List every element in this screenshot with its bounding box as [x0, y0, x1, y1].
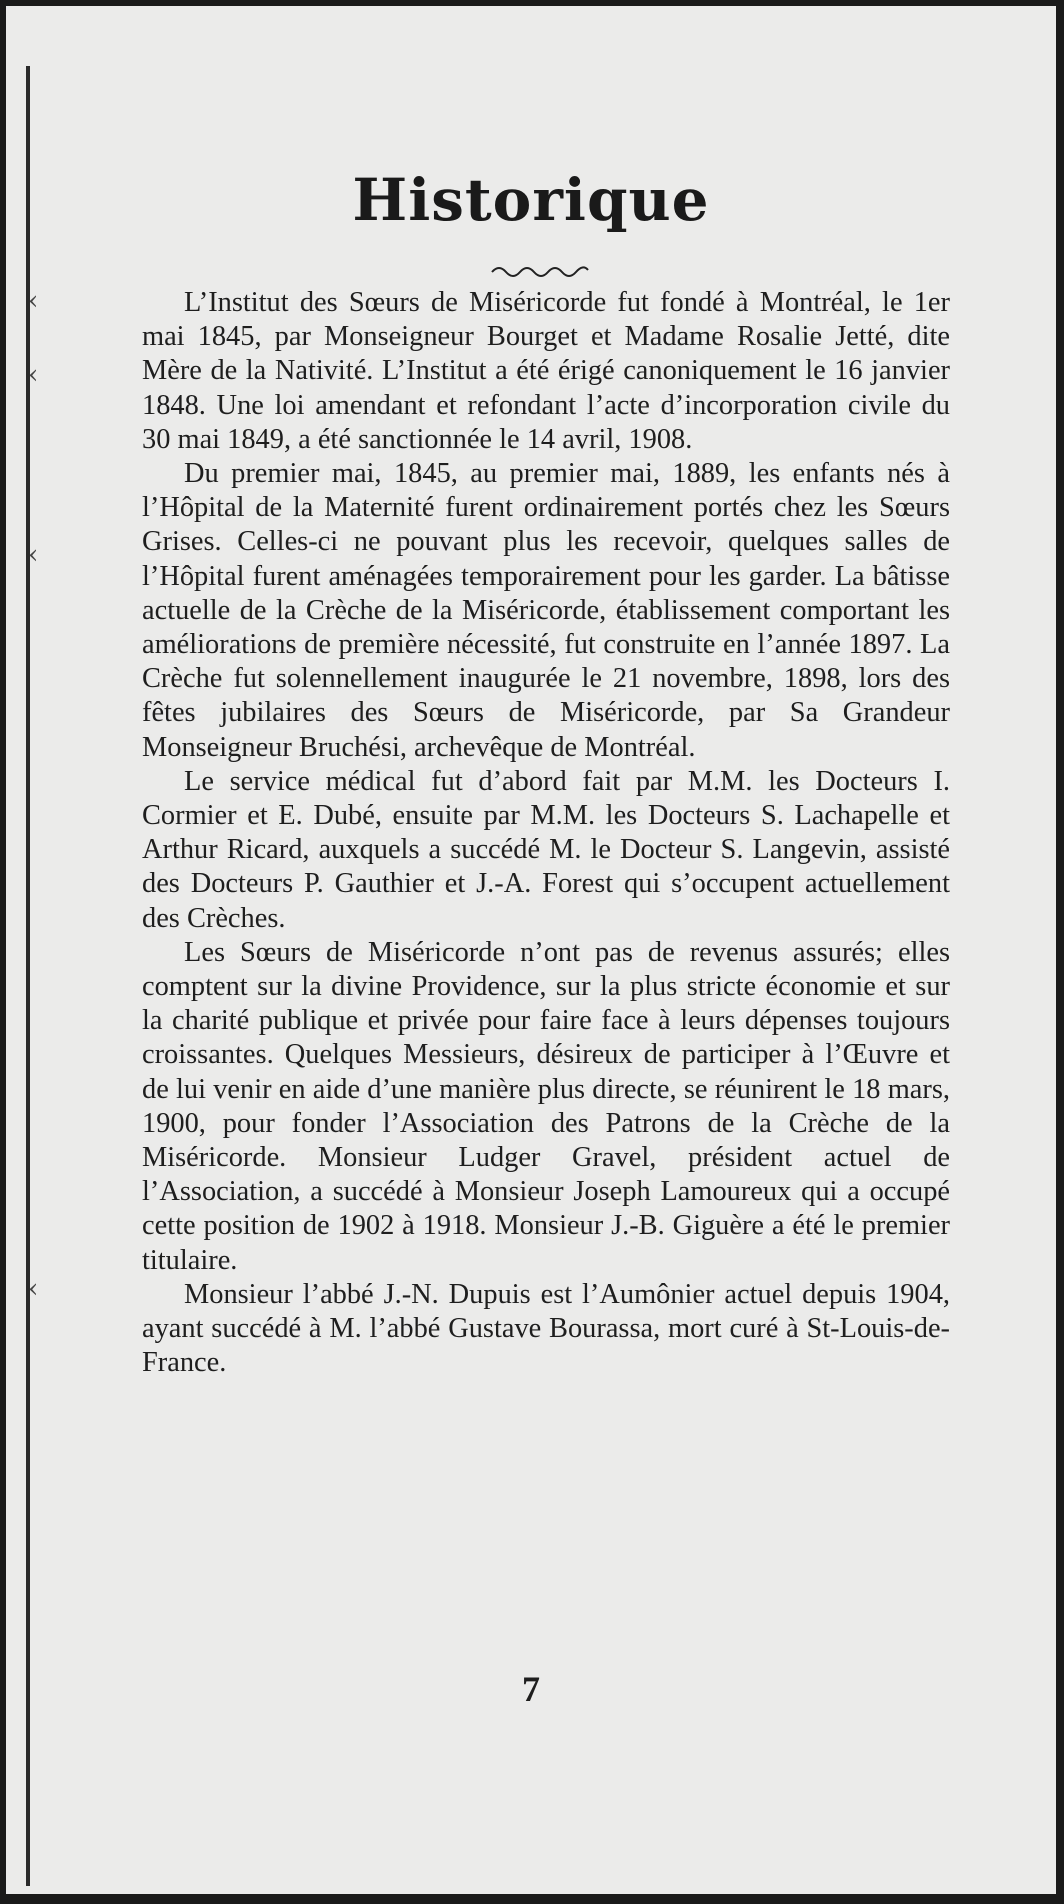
body-text: [142, 286, 950, 1381]
binding-mark: ‹: [28, 286, 39, 316]
ornament-flourish: [490, 262, 590, 280]
document-page: [6, 6, 1056, 1894]
paragraph: Les Sœurs de Miséricorde n’ont pas de revenus assurés; elles comptent sur la divine Providence, sur la plus stricte économie et sur la charité publique et privée pour faire face à leurs dépenses toujours croissantes. Quelques Messieurs, désireux de participer à l’Œuvre et de lui venir en aide d’une manière plus directe, se réunirent le 18 mars, 1900, pour fonder l’Association des Patrons de la Crèche de la Miséricorde. Monsieur Ludger Gravel, président actuel de l’Association, a succédé à Monsieur Joseph Lamoureux qui a occupé cette position de 1902 à 1918. Monsieur J.-B. Giguère a été le premier titulaire.: [142, 936, 950, 1276]
binding-edge: [26, 66, 30, 1886]
paragraph: Monsieur l’abbé J.-N. Dupuis est l’Aumônier actuel depuis 1904, ayant succédé à M. l’abbé Gustave Bourassa, mort curé à St-Louis-de-France.: [142, 1278, 950, 1379]
page-number: 7: [522, 1669, 540, 1709]
binding-mark: ‹: [28, 540, 39, 570]
paragraph: Du premier mai, 1845, au premier mai, 1889, les enfants nés à l’Hôpital de la Maternité furent ordinairement portés chez les Sœurs Grises. Celles-ci ne pouvant plus les recevoir, quelques salles de l’Hôpital furent aménagées temporairement pour les garder. La bâtisse actuelle de la Crèche de la Miséricorde, établissement comportant les améliorations de première nécessité, fut construite en l’année 1897. La Crèche fut solennellement inaugurée le 21 novembre, 1898, lors des fêtes jubilaires des Sœurs de Miséricorde, par Sa Grandeur Monseigneur Bruchési, archevêque de Montréal.: [142, 458, 950, 763]
paragraph: L’Institut des Sœurs de Miséricorde fut fondé à Montréal, le 1er mai 1845, par Monseigneur Bourget et Madame Rosalie Jetté, dite Mère de la Nativité. L’Institut a été érigé canoniquement le 16 janvier 1848. Une loi amendant et refondant l’acte d’incorporation civile du 30 mai 1849, a été sanctionnée le 14 avril, 1908.: [142, 287, 950, 455]
page-title: Historique: [352, 166, 710, 234]
binding-mark: ‹: [28, 360, 39, 390]
paragraph: Le service médical fut d’abord fait par M.M. les Docteurs I. Cormier et E. Dubé, ensuite par M.M. les Docteurs S. Lachapelle et Arthur Ricard, auxquels a succédé M. le Docteur S. Langevin, assisté des Docteurs P. Gauthier et J.-A. Forest qui s’occupent actuellement des Crèches.: [142, 765, 950, 934]
binding-mark: ‹: [28, 1274, 39, 1304]
